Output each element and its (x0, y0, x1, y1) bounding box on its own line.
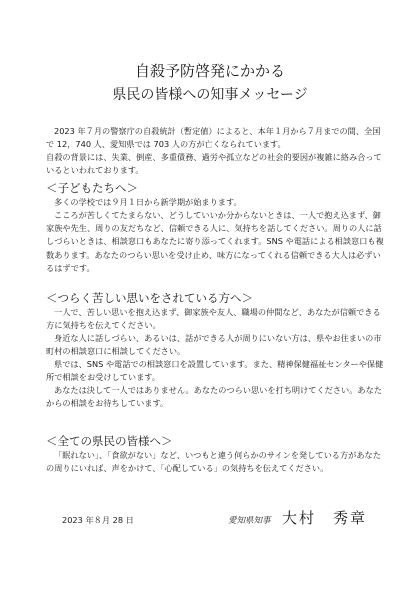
intro-background: 自殺の背景には、失業、倒産、多重債務、過労や孤立などの社会的要因が複雑に絡み合っているといわれております。 (46, 152, 382, 176)
message-date: 2023 年８月 28 日 (62, 515, 134, 525)
section-suffering-paragraph: 身近な人に話しづらい、あるいは、話ができる人が周りにいない方は、県やお住まいの市町村の相談窓口に相談してください。 (46, 333, 382, 357)
section-children-paragraph: 多くの学校では９月１日から新学期が始まります。 (54, 197, 242, 207)
section-suffering-paragraph: 県では、SNS や電話での相談窓口を設置しています。また、精神保健福祉センターや保健所で相談をお受けしています。 (46, 359, 384, 383)
section-suffering-paragraph: あなたは決して一人ではありません。あなたのつらい思いを打ち明けてください。あなたからの相談をお待ちしています。 (46, 385, 382, 409)
section-suffering-paragraph: 一人で、苦しい思いを抱え込まず、御家族や友人、職場の仲間など、あなたが信頼できる方に気持ちを伝えてください。 (46, 307, 381, 331)
section-heading-children: ＜子どもたちへ＞ (46, 181, 138, 195)
intro-statistics: 2023 年７月の警察庁の自殺統計（暫定値）によると、本年１月から７月までの間、全国で 12，740 人、愛知県では 703 人の方が亡くなられています。 (46, 126, 381, 150)
signature-name: 大村 秀章 (282, 509, 368, 527)
signature-title: 愛知県知事 (228, 516, 271, 526)
section-heading-all-residents: ＜全ての県民の皆様へ＞ (46, 434, 173, 448)
page-title: 自殺予防啓発にかかる (134, 62, 285, 80)
section-heading-suffering: ＜つらく苦しい思いをされている方へ＞ (46, 291, 253, 305)
section-all-residents-paragraph: 「眠れない」、「食欲がない」など、いつもと違う何らかのサインを発している方があなたの周りにいれば、声をかけて、「心配している」の気持ちを伝えてください。 (46, 450, 381, 474)
section-children-paragraph: こころが苦しくてたまらない、どうしていいか分からないときは、一人で抱え込まず、御家族や先生、周りの友だちなど、信頼できる人に、気持ちを話してください。周りの人に話しづらいときは、相談窓口もあなたに寄り添ってくれます。SNS や電話による相談窓口も複数あります。あなたのつらい思いを受け止め、味方になってくれる信頼できる大人は必ずいるはずです。 (46, 210, 384, 273)
page-subtitle: 県民の皆様への知事メッセージ (112, 87, 308, 103)
